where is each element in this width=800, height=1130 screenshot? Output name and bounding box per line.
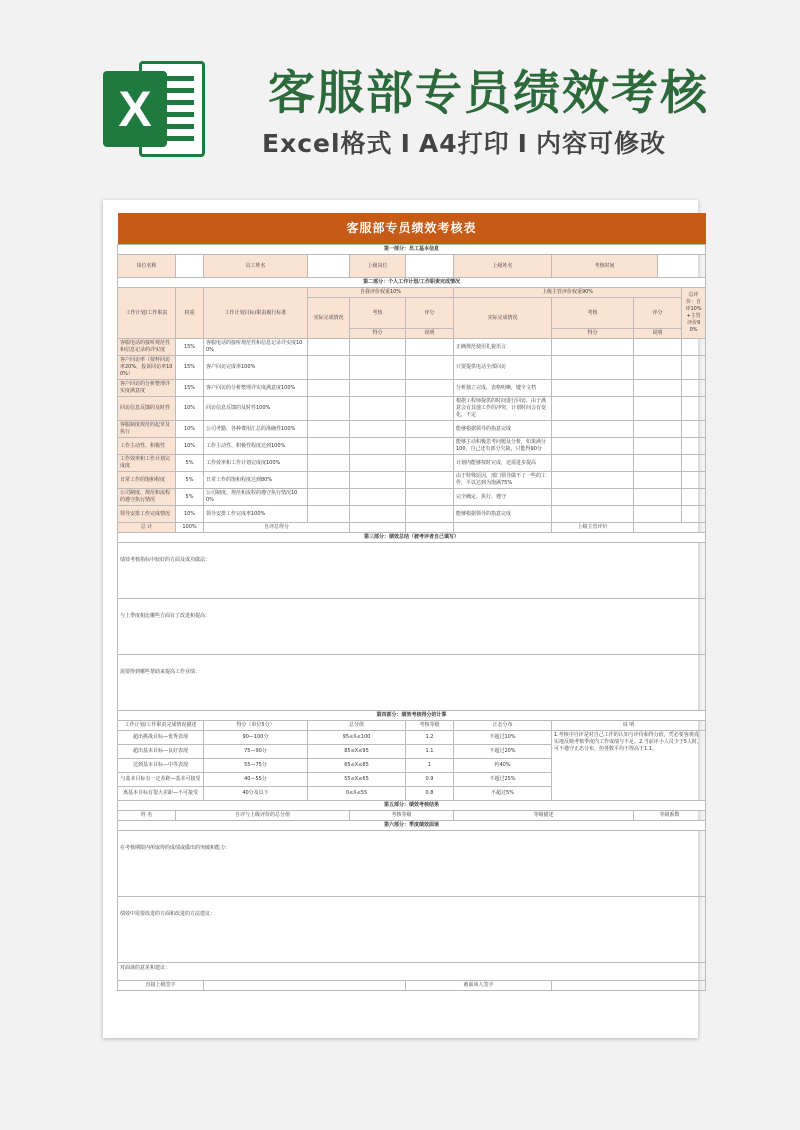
self-score[interactable] bbox=[350, 438, 406, 455]
sup-explain[interactable] bbox=[634, 489, 682, 506]
task-weight: 5% bbox=[176, 472, 204, 489]
blank-cell bbox=[406, 523, 454, 533]
total-score[interactable] bbox=[682, 438, 706, 455]
grade-level: 0.9 bbox=[406, 773, 454, 787]
task-weight: 15% bbox=[176, 356, 204, 380]
total-score[interactable] bbox=[682, 455, 706, 472]
self-actual[interactable] bbox=[308, 380, 350, 397]
part6-title: 第六部分：季度绩效面谈 bbox=[118, 821, 706, 831]
sup-explain[interactable] bbox=[634, 506, 682, 523]
self-score[interactable] bbox=[350, 472, 406, 489]
grade-desc: 超出挑战目标—优秀表现 bbox=[118, 731, 204, 745]
task-row bbox=[118, 339, 706, 356]
head-total-note: 总评价：自评10%+主管评价90% bbox=[682, 288, 706, 339]
grade-dist: 不超过20% bbox=[454, 745, 552, 759]
interview-q1[interactable]: 在考核期限内所取得的成绩或做出的突破和能力： bbox=[118, 831, 706, 897]
self-score[interactable] bbox=[350, 356, 406, 380]
self-explain[interactable] bbox=[406, 455, 454, 472]
sup-explain[interactable] bbox=[634, 438, 682, 455]
sup-actual[interactable]: 能够主动积极思考问题及分析，如果满分100，自己还有部分欠缺，只能得90分 bbox=[454, 438, 552, 455]
sup-actual[interactable]: 只要提供电话全部回访 bbox=[454, 356, 552, 380]
self-explain[interactable] bbox=[406, 356, 454, 380]
value-superior-position[interactable] bbox=[406, 255, 454, 278]
task-row bbox=[118, 438, 706, 455]
task-name: 客服制度规范的起草及执行 bbox=[118, 421, 176, 438]
form-sheet bbox=[103, 200, 702, 1038]
sup-explain[interactable] bbox=[634, 339, 682, 356]
self-score[interactable] bbox=[350, 421, 406, 438]
head-sup-score: 得分 bbox=[552, 329, 634, 339]
task-weight: 10% bbox=[176, 506, 204, 523]
grade-dist: 约40% bbox=[454, 759, 552, 773]
grade-dist: 不超过10% bbox=[454, 731, 552, 745]
label-review-time: 考核时间 bbox=[552, 255, 658, 278]
task-weight: 10% bbox=[176, 438, 204, 455]
promo-title: 客服部专员绩效考核 bbox=[268, 66, 709, 121]
sup-score[interactable] bbox=[552, 472, 634, 489]
task-standard: 领导安排工作完成率100% bbox=[204, 506, 308, 523]
task-name: 日常工作的饱和程度 bbox=[118, 472, 176, 489]
part3-title: 第三部分：绩效总结（被考评者自己填写） bbox=[118, 533, 706, 543]
p4-head-desc: 工作计划/工作职责完成情况描述 bbox=[118, 721, 204, 731]
head-self-actual: 实际完成情况 bbox=[308, 298, 350, 339]
grade-score: 75—90分 bbox=[204, 745, 308, 759]
grade-dist: 不超过5% bbox=[454, 787, 552, 801]
label-employee-name: 员工姓名 bbox=[204, 255, 308, 278]
p5-desc: 等级描述 bbox=[454, 811, 634, 821]
sup-explain[interactable] bbox=[634, 397, 682, 421]
task-weight: 15% bbox=[176, 380, 204, 397]
label-position: 岗位名称 bbox=[118, 255, 176, 278]
head-sup-actual: 实际完成情况 bbox=[454, 298, 552, 339]
sup-score[interactable] bbox=[552, 506, 634, 523]
sup-score[interactable] bbox=[552, 455, 634, 472]
task-row bbox=[118, 380, 706, 397]
sup-score[interactable] bbox=[552, 421, 634, 438]
head-self-explain: 说明 bbox=[406, 329, 454, 339]
p4-head-score: 得分（单位5分） bbox=[204, 721, 308, 731]
sign-employee-label: 被面谈人签字 bbox=[406, 981, 552, 991]
sup-score[interactable] bbox=[552, 397, 634, 421]
self-score[interactable] bbox=[350, 489, 406, 506]
grade-note: 1.考核中自评是对自己工作的认知与评价和得分值，凭必要客观真实地反映考核季度内工作成绩与不足。2.当前评小人员少于5人时，可不遵守正态分布，但各数平均不得高于1.1。 bbox=[552, 731, 706, 801]
sup-score[interactable] bbox=[552, 489, 634, 506]
grade-range: 55≤X≤65 bbox=[308, 773, 406, 787]
interview-q2[interactable]: 绩效中需要改进的方面和改进的方法建议： bbox=[118, 897, 706, 963]
label-superior-position: 上级岗位 bbox=[350, 255, 406, 278]
self-actual[interactable] bbox=[308, 506, 350, 523]
p4-head-note: 说 明 bbox=[552, 721, 706, 731]
excel-logo-icon: X bbox=[103, 57, 205, 161]
self-actual[interactable] bbox=[308, 455, 350, 472]
sign-superior-label: 直接上级签字 bbox=[118, 981, 204, 991]
summary-q3[interactable]: 需要得到哪些帮助来提高工作业绩： bbox=[118, 655, 706, 711]
total-score[interactable] bbox=[682, 506, 706, 523]
self-explain[interactable] bbox=[406, 339, 454, 356]
grade-dist: 不超过25% bbox=[454, 773, 552, 787]
sup-score[interactable] bbox=[552, 438, 634, 455]
sup-actual[interactable]: 正确规范使用礼貌语言 bbox=[454, 339, 552, 356]
sup-explain[interactable] bbox=[634, 421, 682, 438]
total-score[interactable] bbox=[682, 356, 706, 380]
sup-actual[interactable]: 根据工程师提供的时间进行回访，由于满意会有其他工作的冲突，计划时间会有变化，不定 bbox=[454, 397, 552, 421]
grade-score: 90—100分 bbox=[204, 731, 308, 745]
self-score[interactable] bbox=[350, 380, 406, 397]
self-score[interactable] bbox=[350, 397, 406, 421]
self-explain[interactable] bbox=[406, 472, 454, 489]
part2-title: 第二部分：个人工作计划/工作职责完成情况 bbox=[118, 278, 706, 288]
task-weight: 10% bbox=[176, 421, 204, 438]
sup-actual[interactable]: 能够根据领导的指意完成 bbox=[454, 506, 552, 523]
blank-cell bbox=[454, 523, 552, 533]
grade-level: 1 bbox=[406, 759, 454, 773]
self-actual[interactable] bbox=[308, 438, 350, 455]
task-name: 工作主动性、积极性 bbox=[118, 438, 176, 455]
self-explain[interactable] bbox=[406, 438, 454, 455]
self-explain[interactable] bbox=[406, 421, 454, 438]
p4-head-total: 总分值 bbox=[308, 721, 406, 731]
grade-score: 55—75分 bbox=[204, 759, 308, 773]
grade-desc: 达到基本目标—中等表现 bbox=[118, 759, 204, 773]
part4-title: 第四部分：绩效考核得分的计算 bbox=[118, 711, 706, 721]
interview-q3[interactable]: 对面谈的意见和建议： bbox=[118, 963, 706, 981]
head-sup-explain: 说明 bbox=[634, 329, 682, 339]
grade-score: 40分及以下 bbox=[204, 787, 308, 801]
self-explain[interactable] bbox=[406, 397, 454, 421]
task-standard: 客服电话的接听规范性和信息记录详实度100% bbox=[204, 339, 308, 356]
total-score[interactable] bbox=[682, 397, 706, 421]
p5-name: 姓 名 bbox=[118, 811, 176, 821]
task-standard: 公司考勤、各种费用汇总的准确性100% bbox=[204, 421, 308, 438]
task-name: 客户回访率（按杯回访率20%，投诉回访率100%） bbox=[118, 356, 176, 380]
sup-actual[interactable]: 能够根据领导的指意完成 bbox=[454, 421, 552, 438]
self-actual[interactable] bbox=[308, 397, 350, 421]
sup-actual[interactable]: 计划内能够按时完成，还需进步提高 bbox=[454, 455, 552, 472]
head-target: 工作计划目标/职责履行标准 bbox=[204, 288, 308, 339]
grade-desc: 超出基本目标—良好表现 bbox=[118, 745, 204, 759]
sup-score[interactable] bbox=[552, 356, 634, 380]
task-row bbox=[118, 472, 706, 489]
task-row bbox=[118, 421, 706, 438]
head-self-eval: 自我评价权重10% bbox=[308, 288, 454, 298]
sup-explain[interactable] bbox=[634, 455, 682, 472]
head-self-assess: 考核 bbox=[350, 298, 406, 329]
task-standard: 公司制度、规范和流程的遵守执行情况100% bbox=[204, 489, 308, 506]
self-total-value[interactable] bbox=[350, 523, 406, 533]
task-name: 工作效率和工作计划完成度 bbox=[118, 455, 176, 472]
task-weight: 5% bbox=[176, 489, 204, 506]
task-name: 公司制度、规范和流程的遵守执行情况 bbox=[118, 489, 176, 506]
total-score[interactable] bbox=[682, 421, 706, 438]
value-review-time[interactable] bbox=[658, 255, 706, 278]
self-total-label: 自评总得分 bbox=[204, 523, 350, 533]
head-weight: 权重 bbox=[176, 288, 204, 339]
grade-desc: 离基本目标有很大差距—不可接受 bbox=[118, 787, 204, 801]
self-explain[interactable] bbox=[406, 380, 454, 397]
task-standard: 客户回访的分析整理详实度满意度100% bbox=[204, 380, 308, 397]
head-self-score: 得分 bbox=[350, 329, 406, 339]
grade-score: 40—55分 bbox=[204, 773, 308, 787]
self-actual[interactable] bbox=[308, 356, 350, 380]
value-position[interactable] bbox=[176, 255, 204, 278]
self-score[interactable] bbox=[350, 455, 406, 472]
grade-level: 1.1 bbox=[406, 745, 454, 759]
self-actual[interactable] bbox=[308, 421, 350, 438]
task-row bbox=[118, 489, 706, 506]
task-weight: 15% bbox=[176, 339, 204, 356]
head-sup-assess: 考核 bbox=[552, 298, 634, 329]
p4-head-dist: 正态分布 bbox=[454, 721, 552, 731]
sup-total-value[interactable] bbox=[634, 523, 706, 533]
self-score[interactable] bbox=[350, 339, 406, 356]
sup-actual[interactable]: 由于特殊原因，部门领导做不了一些的工作，平以达到为饱满75% bbox=[454, 472, 552, 489]
total-score[interactable] bbox=[682, 380, 706, 397]
p4-head-level: 考核等级 bbox=[406, 721, 454, 731]
task-row bbox=[118, 397, 706, 421]
grade-range: 95≤X≤100 bbox=[308, 731, 406, 745]
part5-title: 第五部分：绩效考核结果 bbox=[118, 801, 706, 811]
head-sup-review: 评分 bbox=[634, 298, 682, 329]
total-label: 总 计 bbox=[118, 523, 176, 533]
total-score[interactable] bbox=[682, 339, 706, 356]
grade-range: 0≤X≤55 bbox=[308, 787, 406, 801]
self-actual[interactable] bbox=[308, 489, 350, 506]
task-name: 回访信息反馈的及时性 bbox=[118, 397, 176, 421]
task-row bbox=[118, 506, 706, 523]
grade-level: 1.2 bbox=[406, 731, 454, 745]
promo-subtitle: Excel格式 I A4打印 I 内容可修改 bbox=[262, 129, 666, 158]
total-score[interactable] bbox=[682, 489, 706, 506]
head-sup-eval: 上级主管评价权重90% bbox=[454, 288, 682, 298]
sup-explain[interactable] bbox=[634, 356, 682, 380]
sup-actual[interactable]: 分析独立完成，表格明晰，键全文档 bbox=[454, 380, 552, 397]
task-name: 客服电话的接听规范性和信息记录的详实度 bbox=[118, 339, 176, 356]
p5-level: 考核等级 bbox=[350, 811, 454, 821]
task-name: 领导安排工作完成情况 bbox=[118, 506, 176, 523]
task-standard: 工作主动性、积极性程度达到100% bbox=[204, 438, 308, 455]
self-actual[interactable] bbox=[308, 472, 350, 489]
total-weight: 100% bbox=[176, 523, 204, 533]
summary-q2[interactable]: 与上季度相比哪些方面有了改进和提高： bbox=[118, 599, 706, 655]
self-score[interactable] bbox=[350, 506, 406, 523]
sup-score[interactable] bbox=[552, 380, 634, 397]
head-self-review: 评分 bbox=[406, 298, 454, 329]
task-weight: 10% bbox=[176, 397, 204, 421]
task-name: 客户回访的分析整理详实度满意度 bbox=[118, 380, 176, 397]
summary-q1[interactable]: 绩效考核指标中较好的方面及成功做法： bbox=[118, 543, 706, 599]
promo-header bbox=[0, 0, 800, 195]
part1-title: 第一部分：员工基本信息 bbox=[118, 245, 706, 255]
p5-coef: 等级系数 bbox=[634, 811, 706, 821]
self-explain[interactable] bbox=[406, 506, 454, 523]
sup-explain[interactable] bbox=[634, 380, 682, 397]
p5-score: 自评与上级评价的总分值 bbox=[176, 811, 350, 821]
grade-row bbox=[118, 731, 706, 745]
sup-score[interactable] bbox=[552, 339, 634, 356]
grade-range: 65≤X≤85 bbox=[308, 759, 406, 773]
sign-employee-value[interactable] bbox=[552, 981, 706, 991]
self-explain[interactable] bbox=[406, 489, 454, 506]
task-standard: 回访信息反馈的及时性100% bbox=[204, 397, 308, 421]
total-score[interactable] bbox=[682, 472, 706, 489]
task-standard: 日常工作的饱和程度达到80% bbox=[204, 472, 308, 489]
sign-superior-value[interactable] bbox=[204, 981, 406, 991]
self-actual[interactable] bbox=[308, 339, 350, 356]
appraisal-form bbox=[117, 213, 706, 991]
sup-total-label: 上级主管评价 bbox=[552, 523, 634, 533]
grade-desc: 与基本目标有一定差距—基本可接受 bbox=[118, 773, 204, 787]
grade-range: 85≤X≤95 bbox=[308, 745, 406, 759]
label-superior-name: 上级姓名 bbox=[454, 255, 552, 278]
task-standard: 工作效率和工作计划完成度100% bbox=[204, 455, 308, 472]
task-row bbox=[118, 455, 706, 472]
value-employee-name[interactable] bbox=[308, 255, 350, 278]
head-plan: 工作计划/工作职责 bbox=[118, 288, 176, 339]
form-title: 客服部专员绩效考核表 bbox=[118, 213, 706, 245]
task-standard: 客户回访完成率100% bbox=[204, 356, 308, 380]
sup-explain[interactable] bbox=[634, 472, 682, 489]
sup-actual[interactable]: 完全确定、执行、遵守 bbox=[454, 489, 552, 506]
grade-level: 0.8 bbox=[406, 787, 454, 801]
task-row bbox=[118, 356, 706, 380]
task-weight: 5% bbox=[176, 455, 204, 472]
